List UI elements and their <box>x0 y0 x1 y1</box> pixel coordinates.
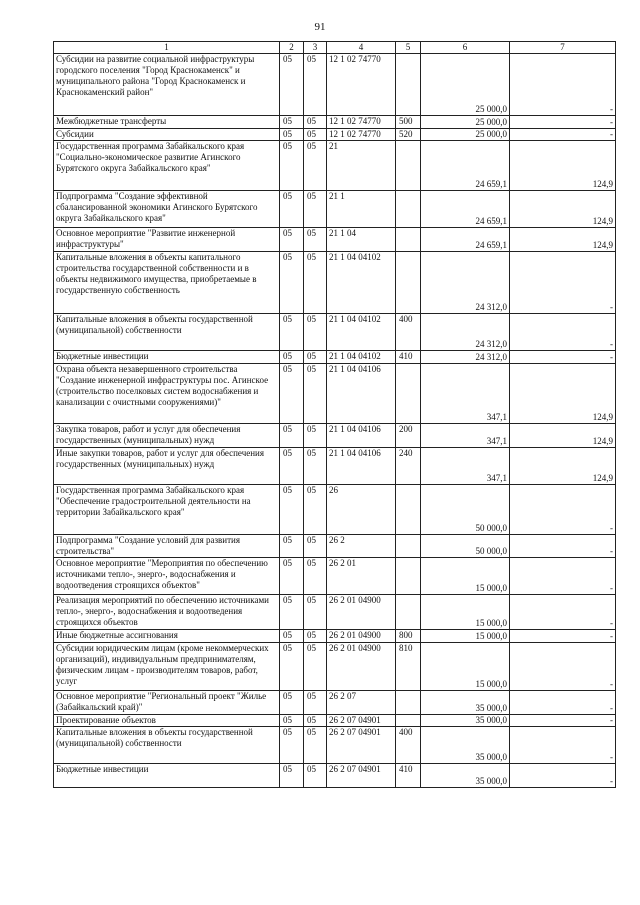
row-name: Субсидии юридическим лицам (кроме некоммерческих организаций), индивидуальным предпринимателям, физическим лицам - производителям товаров, работ, услуг <box>54 643 280 691</box>
row-name: Реализация мероприятий по обеспечению источниками тепло-, энерго-, водоснабжения и водоотведения строящихся объектов <box>54 595 280 630</box>
row-expense-type: 800 <box>396 630 421 643</box>
row-target-code: 21 1 04 04106 <box>327 448 396 485</box>
row-expense-type <box>396 252 421 314</box>
row-amount-secondary: - <box>510 535 616 558</box>
row-amount: 25 000,0 <box>421 129 510 141</box>
row-amount-secondary: - <box>510 691 616 715</box>
row-amount: 24 659,1 <box>421 228 510 252</box>
row-target-code: 26 2 01 04900 <box>327 595 396 630</box>
row-expense-type: 410 <box>396 351 421 364</box>
row-subsection: 05 <box>304 558 327 595</box>
row-section: 05 <box>280 252 304 314</box>
row-target-code: 21 1 04 04102 <box>327 351 396 364</box>
row-expense-type <box>396 715 421 727</box>
row-expense-type <box>396 191 421 228</box>
table-header-row <box>54 42 616 54</box>
row-subsection: 05 <box>304 351 327 364</box>
table-row <box>54 252 616 314</box>
row-name: Капитальные вложения в объекты государственной (муниципальной) собственности <box>54 314 280 351</box>
row-expense-type: 400 <box>396 727 421 764</box>
row-section: 05 <box>280 54 304 116</box>
row-section: 05 <box>280 191 304 228</box>
row-expense-type <box>396 558 421 595</box>
row-amount: 347,1 <box>421 448 510 485</box>
row-section: 05 <box>280 630 304 643</box>
row-amount-secondary: 124,9 <box>510 448 616 485</box>
row-amount-secondary: - <box>510 643 616 691</box>
table-row <box>54 314 616 351</box>
row-section: 05 <box>280 314 304 351</box>
column-header: 6 <box>421 42 510 54</box>
row-amount-secondary: - <box>510 314 616 351</box>
row-amount: 24 312,0 <box>421 351 510 364</box>
row-expense-type <box>396 141 421 191</box>
row-section: 05 <box>280 715 304 727</box>
row-expense-type <box>396 691 421 715</box>
row-subsection: 05 <box>304 191 327 228</box>
row-amount-secondary: - <box>510 630 616 643</box>
row-expense-type: 520 <box>396 129 421 141</box>
table-row <box>54 129 616 141</box>
page-number: 91 <box>314 21 326 33</box>
row-expense-type: 500 <box>396 116 421 129</box>
row-amount: 24 659,1 <box>421 141 510 191</box>
table-row <box>54 727 616 764</box>
row-amount-secondary: 124,9 <box>510 364 616 424</box>
row-section: 05 <box>280 727 304 764</box>
row-target-code: 21 1 04 04106 <box>327 364 396 424</box>
row-subsection: 05 <box>304 535 327 558</box>
row-name: Основное мероприятие "Развитие инженерной инфраструктуры" <box>54 228 280 252</box>
column-header: 4 <box>327 42 396 54</box>
row-target-code: 26 2 01 <box>327 558 396 595</box>
table-row <box>54 424 616 448</box>
row-name: Основное мероприятие "Региональный проект "Жилье (Забайкальский край)" <box>54 691 280 715</box>
row-amount-secondary: - <box>510 595 616 630</box>
table-row <box>54 535 616 558</box>
row-amount: 15 000,0 <box>421 630 510 643</box>
table-row <box>54 595 616 630</box>
row-target-code: 21 <box>327 141 396 191</box>
row-name: Субсидии <box>54 129 280 141</box>
row-amount-secondary: 124,9 <box>510 141 616 191</box>
row-expense-type: 810 <box>396 643 421 691</box>
table-row <box>54 54 616 116</box>
table-body <box>54 54 616 788</box>
row-subsection: 05 <box>304 727 327 764</box>
row-subsection: 05 <box>304 643 327 691</box>
column-header: 7 <box>510 42 616 54</box>
row-amount-secondary: 124,9 <box>510 191 616 228</box>
row-subsection: 05 <box>304 630 327 643</box>
row-target-code: 26 2 07 <box>327 691 396 715</box>
row-name: Проектирование объектов <box>54 715 280 727</box>
row-section: 05 <box>280 351 304 364</box>
table-row <box>54 228 616 252</box>
row-amount: 25 000,0 <box>421 54 510 116</box>
row-amount-secondary: 124,9 <box>510 228 616 252</box>
row-section: 05 <box>280 558 304 595</box>
row-subsection: 05 <box>304 764 327 788</box>
row-section: 05 <box>280 129 304 141</box>
row-amount: 347,1 <box>421 424 510 448</box>
row-subsection: 05 <box>304 252 327 314</box>
row-expense-type <box>396 595 421 630</box>
row-name: Иные бюджетные ассигнования <box>54 630 280 643</box>
row-amount: 24 659,1 <box>421 191 510 228</box>
row-name: Бюджетные инвестиции <box>54 764 280 788</box>
row-section: 05 <box>280 595 304 630</box>
row-expense-type: 410 <box>396 764 421 788</box>
row-target-code: 26 2 01 04900 <box>327 643 396 691</box>
table-row <box>54 764 616 788</box>
column-header: 3 <box>304 42 327 54</box>
row-amount: 35 000,0 <box>421 691 510 715</box>
row-amount: 50 000,0 <box>421 535 510 558</box>
row-target-code: 21 1 04 04102 <box>327 314 396 351</box>
row-amount: 15 000,0 <box>421 595 510 630</box>
row-amount-secondary: - <box>510 54 616 116</box>
table-row <box>54 691 616 715</box>
row-subsection: 05 <box>304 141 327 191</box>
row-amount-secondary: - <box>510 727 616 764</box>
row-subsection: 05 <box>304 129 327 141</box>
row-subsection: 05 <box>304 424 327 448</box>
row-expense-type: 400 <box>396 314 421 351</box>
column-header: 2 <box>280 42 304 54</box>
row-name: Государственная программа Забайкальского края "Обеспечение градостроительной деятельности на территории Забайкальского края" <box>54 485 280 535</box>
row-amount-secondary: - <box>510 558 616 595</box>
row-section: 05 <box>280 116 304 129</box>
row-subsection: 05 <box>304 595 327 630</box>
table-row <box>54 364 616 424</box>
row-name: Бюджетные инвестиции <box>54 351 280 364</box>
row-subsection: 05 <box>304 691 327 715</box>
budget-table <box>53 41 616 788</box>
table-row <box>54 191 616 228</box>
row-amount: 15 000,0 <box>421 558 510 595</box>
row-amount-secondary: - <box>510 116 616 129</box>
table-row <box>54 715 616 727</box>
table-row <box>54 448 616 485</box>
row-amount-secondary: - <box>510 252 616 314</box>
row-amount: 25 000,0 <box>421 116 510 129</box>
row-subsection: 05 <box>304 228 327 252</box>
row-section: 05 <box>280 364 304 424</box>
row-section: 05 <box>280 424 304 448</box>
row-target-code: 12 1 02 74770 <box>327 54 396 116</box>
row-name: Капитальные вложения в объекты государственной (муниципальной) собственности <box>54 727 280 764</box>
row-amount: 24 312,0 <box>421 252 510 314</box>
table-row <box>54 558 616 595</box>
row-expense-type: 240 <box>396 448 421 485</box>
row-subsection: 05 <box>304 448 327 485</box>
row-subsection: 05 <box>304 54 327 116</box>
row-name: Закупка товаров, работ и услуг для обеспечения государственных (муниципальных) нужд <box>54 424 280 448</box>
row-target-code: 26 2 07 04901 <box>327 764 396 788</box>
row-section: 05 <box>280 691 304 715</box>
row-amount: 35 000,0 <box>421 727 510 764</box>
row-target-code: 12 1 02 74770 <box>327 129 396 141</box>
table-row <box>54 351 616 364</box>
column-header: 5 <box>396 42 421 54</box>
row-name: Подпрограмма "Создание эффективной сбалансированной экономики Агинского Бурятского округа Забайкальского края" <box>54 191 280 228</box>
row-amount: 35 000,0 <box>421 764 510 788</box>
row-section: 05 <box>280 448 304 485</box>
table-row <box>54 116 616 129</box>
row-name: Государственная программа Забайкальского края "Социально-экономическое развитие Агинского Бурятского округа Забайкальского края" <box>54 141 280 191</box>
row-target-code: 21 1 04 04102 <box>327 252 396 314</box>
row-name: Основное мероприятие "Мероприятия по обеспечению источниками тепло-, энерго-, водоснабжения и водоотведения строящихся объектов" <box>54 558 280 595</box>
column-header: 1 <box>54 42 280 54</box>
row-target-code: 21 1 04 04106 <box>327 424 396 448</box>
table-row <box>54 630 616 643</box>
row-amount: 35 000,0 <box>421 715 510 727</box>
table-row <box>54 643 616 691</box>
row-name: Иные закупки товаров, работ и услуг для обеспечения государственных (муниципальных) нужд <box>54 448 280 485</box>
row-name: Подпрограмма "Создание условий для развития строительства" <box>54 535 280 558</box>
row-amount-secondary: - <box>510 129 616 141</box>
row-amount-secondary: 124,9 <box>510 424 616 448</box>
row-target-code: 26 2 07 04901 <box>327 727 396 764</box>
row-expense-type <box>396 535 421 558</box>
row-target-code: 26 2 <box>327 535 396 558</box>
row-amount-secondary: - <box>510 485 616 535</box>
row-section: 05 <box>280 228 304 252</box>
row-amount-secondary: - <box>510 715 616 727</box>
row-name: Субсидии на развитие социальной инфраструктуры городского поселения "Город Краснокаменск" и муниципального района "Город Краснокаменск и Краснокаменский район" <box>54 54 280 116</box>
table-row <box>54 485 616 535</box>
row-subsection: 05 <box>304 485 327 535</box>
row-expense-type <box>396 54 421 116</box>
row-expense-type <box>396 364 421 424</box>
row-amount-secondary: - <box>510 351 616 364</box>
row-amount: 15 000,0 <box>421 643 510 691</box>
row-subsection: 05 <box>304 116 327 129</box>
row-amount-secondary: - <box>510 764 616 788</box>
row-target-code: 12 1 02 74770 <box>327 116 396 129</box>
row-amount: 50 000,0 <box>421 485 510 535</box>
row-name: Капитальные вложения в объекты капитального строительства государственной собственности и в объекты недвижимого имущества, приобретаемые в государственную собственность <box>54 252 280 314</box>
row-section: 05 <box>280 643 304 691</box>
row-amount: 347,1 <box>421 364 510 424</box>
row-amount: 24 312,0 <box>421 314 510 351</box>
row-expense-type <box>396 485 421 535</box>
row-target-code: 21 1 <box>327 191 396 228</box>
row-target-code: 26 2 01 04900 <box>327 630 396 643</box>
row-section: 05 <box>280 485 304 535</box>
row-subsection: 05 <box>304 364 327 424</box>
row-section: 05 <box>280 764 304 788</box>
row-expense-type: 200 <box>396 424 421 448</box>
row-target-code: 21 1 04 <box>327 228 396 252</box>
row-section: 05 <box>280 141 304 191</box>
row-subsection: 05 <box>304 314 327 351</box>
row-expense-type <box>396 228 421 252</box>
row-target-code: 26 <box>327 485 396 535</box>
row-name: Охрана объекта незавершенного строительства "Создание инженерной инфраструктуры пос. Агинское (строительство поселковых систем водоснабжения и канализации с очистными сооружениями)" <box>54 364 280 424</box>
row-subsection: 05 <box>304 715 327 727</box>
table-row <box>54 141 616 191</box>
row-target-code: 26 2 07 04901 <box>327 715 396 727</box>
row-section: 05 <box>280 535 304 558</box>
row-name: Межбюджетные трансферты <box>54 116 280 129</box>
